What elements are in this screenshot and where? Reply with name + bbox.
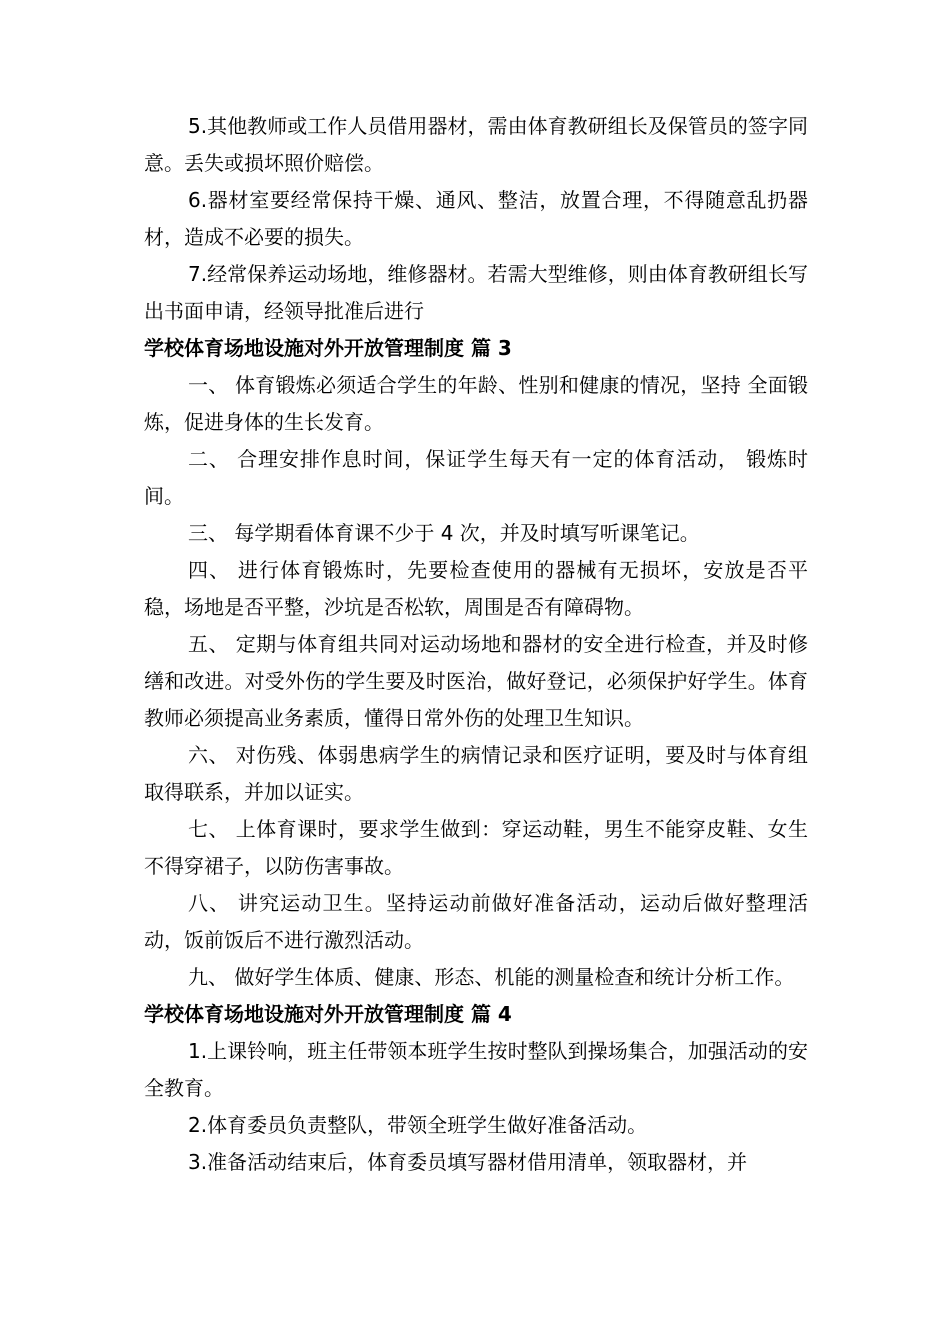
paragraph-rule-2: 二、 合理安排作息时间，保证学生每天有一定的体育活动， 锻炼时间。 (144, 447, 808, 508)
paragraph-rule-7: 七、 上体育课时，要求学生做到：穿运动鞋，男生不能穿皮鞋、女生不得穿裙子，以防伤害事故。 (144, 817, 808, 878)
paragraph-item-6: 6.器材室要经常保持干燥、通风、整洁，放置合理，不得随意乱扔器材，造成不必要的损失。 (144, 188, 808, 249)
paragraph-rule-5: 五、 定期与体育组共同对运动场地和器材的安全进行检查，并及时修缮和改进。对受外伤的学生要及时医治，做好登记，必须保护好学生。体育教师必须提高业务素质，懂得日常外伤的处理卫生知识。 (144, 632, 808, 730)
paragraph-step-2: 2.体育委员负责整队，带领全班学生做好准备活动。 (188, 1113, 648, 1137)
paragraph-item-7: 7.经常保养运动场地，维修器材。若需大型维修，则由体育教研组长写出书面申请，经领导批准后进行 (144, 262, 808, 323)
paragraph-rule-6: 六、 对伤残、体弱患病学生的病情记录和医疗证明，要及时与体育组取得联系，并加以证实。 (144, 743, 808, 804)
paragraph-rule-8: 八、 讲究运动卫生。坚持运动前做好准备活动，运动后做好整理活动，饭前饭后不进行激烈活动。 (144, 891, 808, 952)
document-page (144, 108, 808, 1181)
paragraph-step-1: 1.上课铃响，班主任带领本班学生按时整队到操场集合，加强活动的安全教育。 (144, 1039, 808, 1100)
paragraph-step-3: 3.准备活动结束后，体育委员填写器材借用清单，领取器材，并 (188, 1150, 748, 1174)
paragraph-item-5: 5.其他教师或工作人员借用器材，需由体育教研组长及保管员的签字同意。丢失或损坏照价赔偿。 (144, 114, 808, 175)
section-heading-4: 学校体育场地设施对外开放管理制度 篇 4 (144, 1002, 512, 1026)
paragraph-rule-9: 九、 做好学生体质、健康、形态、机能的测量检查和统计分析工作。 (188, 965, 795, 989)
paragraph-rule-3: 三、 每学期看体育课不少于 4 次，并及时填写听课笔记。 (188, 521, 700, 545)
paragraph-rule-1: 一、 体育锻炼必须适合学生的年龄、性别和健康的情况，坚持 全面锻炼，促进身体的生长发育。 (144, 373, 808, 434)
section-heading-3: 学校体育场地设施对外开放管理制度 篇 3 (144, 336, 512, 360)
paragraph-rule-4: 四、 进行体育锻炼时，先要检查使用的器械有无损坏，安放是否平稳，场地是否平整，沙坑是否松软，周围是否有障碍物。 (144, 558, 808, 619)
